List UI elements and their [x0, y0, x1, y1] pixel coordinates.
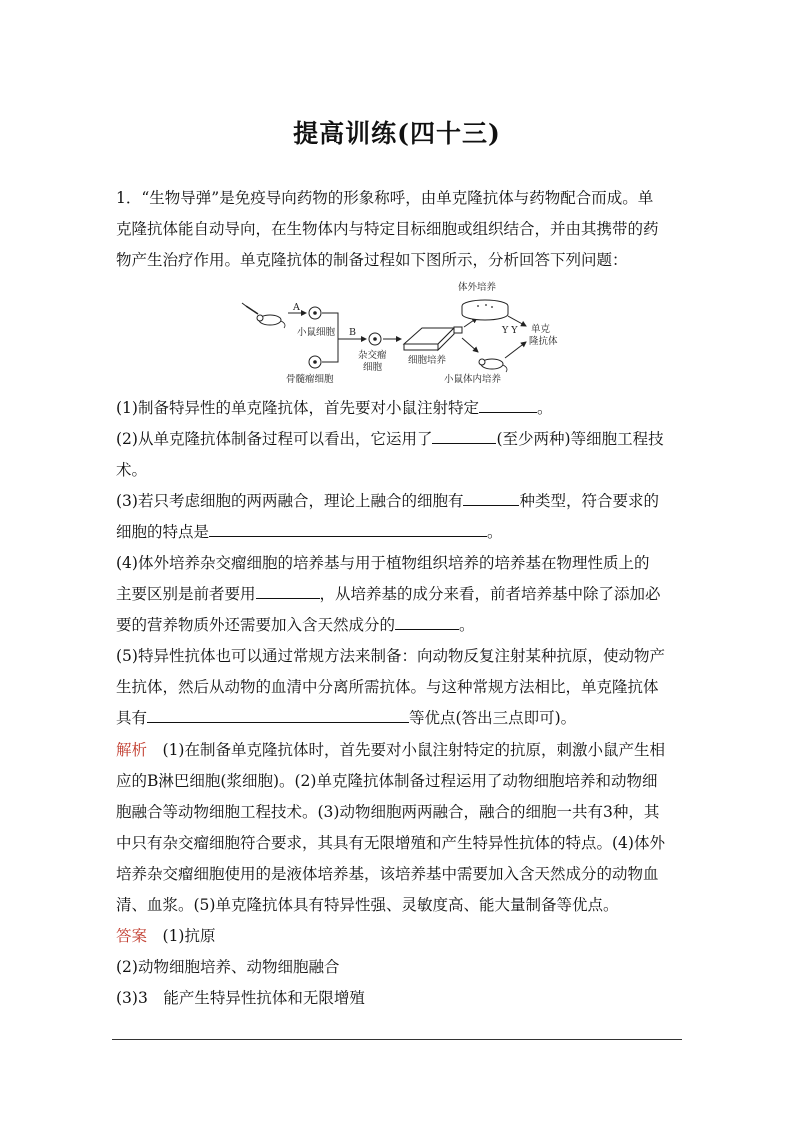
cell-culture-label: 细胞培养	[408, 355, 447, 366]
antibody-label: 单克	[531, 324, 551, 335]
q4-text: 。	[459, 616, 475, 634]
intro-line: 克隆抗体能自动导向，在生物体内与特定目标细胞或组织结合，并由其携带的药	[116, 220, 659, 238]
analysis-line: 应的B淋巴细胞(浆细胞)。(2)单克隆抗体制备过程运用了动物细胞培养和动物细	[116, 772, 658, 790]
analysis-label: 解析	[116, 741, 148, 759]
culture-flask-icon	[404, 327, 462, 350]
q4-text: 主要区别是前者要用	[116, 585, 256, 603]
q3-text: 。	[487, 523, 503, 541]
q5-text: 等优点(答出三点即可)。	[409, 709, 577, 727]
question-intro	[116, 183, 682, 276]
answer-blank[interactable]	[256, 582, 320, 599]
analysis-line: 清、血浆。(5)单克隆抗体具有特异性强、灵敏度高、能大量制备等优点。	[116, 896, 619, 914]
q4-line	[116, 579, 682, 610]
q2-text: (至少两种)等细胞工程技	[496, 430, 664, 448]
antibody-label: 隆抗体	[529, 336, 558, 347]
answer-section	[116, 921, 682, 1014]
in-vivo-label: 小鼠体内培养	[444, 374, 502, 385]
syringe-icon	[242, 303, 258, 314]
cell-icon	[309, 307, 321, 319]
q2-line: 术。	[116, 461, 148, 479]
q3-text: 细胞的特点是	[116, 523, 210, 541]
answer-blank[interactable]	[463, 489, 519, 506]
q5-line: (5)特异性抗体也可以通过常规方法来制备：向动物反复注射某种抗原，使动物产	[116, 647, 665, 665]
in-vitro-label: 体外培养	[458, 282, 497, 293]
q5-text: 具有	[116, 709, 148, 727]
analysis-line: 胞融合等动物细胞工程技术。(3)动物细胞两两融合，融合的细胞一共有3种，其	[116, 803, 660, 821]
q3-text: 种类型，符合要求的	[519, 492, 659, 510]
q2-text: (2)从单克隆抗体制备过程可以看出，它运用了	[116, 430, 433, 448]
mouse-cell-label: 小鼠细胞	[297, 327, 336, 338]
intro-line: 1．“生物导弹”是免疫导向药物的形象称呼，由单克隆抗体与药物配合而成。单	[116, 189, 654, 207]
q3-text: (3)若只考虑细胞的两两融合，理论上融合的细胞有	[116, 492, 464, 510]
page-title: 提高训练(四十三)	[293, 119, 501, 148]
q5-line	[116, 703, 682, 734]
q4-line	[116, 610, 682, 641]
answer-line: (2)动物细胞培养、动物细胞融合	[116, 958, 340, 976]
answer-blank[interactable]	[209, 520, 487, 537]
q5-line: 生抗体，然后从动物的血清中分离所需抗体。与这种常规方法相比，单克隆抗体	[116, 678, 659, 696]
answer-blank[interactable]	[432, 427, 496, 444]
answer-line: (1)抗原	[147, 927, 216, 945]
analysis-line: (1)在制备单克隆抗体时，首先要对小鼠注射特定的抗原，刺激小鼠产生相	[147, 741, 665, 759]
answer-label: 答案	[116, 927, 148, 945]
arrow-label-a: A	[293, 302, 300, 313]
q4-text: 要的营养物质外还需要加入含天然成分的	[116, 616, 396, 634]
q1-text: 。	[536, 399, 553, 417]
monoclonal-antibody-diagram	[240, 280, 570, 388]
q3-line	[116, 486, 682, 517]
analysis-line: 中只有杂交瘤细胞符合要求，其具有无限增殖和产生特异性抗体的特点。(4)体外	[116, 834, 665, 852]
antibody-icon: Y Y	[502, 325, 518, 336]
q4-text: ，从培养基的成分来看，前者培养基中除了添加必	[319, 585, 661, 603]
mouse-icon	[257, 315, 285, 328]
answer-blank[interactable]	[479, 396, 537, 413]
q3-line	[116, 517, 682, 548]
myeloma-cell-label: 骨髓瘤细胞	[286, 374, 334, 385]
hybrid-cell-label: 细胞	[363, 362, 383, 373]
q1-line	[116, 393, 682, 424]
answer-blank[interactable]	[147, 706, 409, 723]
analysis-line: 培养杂交瘤细胞使用的是液体培养基，该培养基中需要加入含天然成分的动物血	[116, 865, 659, 883]
cell-icon	[309, 356, 321, 368]
q4-line: (4)体外培养杂交瘤细胞的培养基与用于植物组织培养的培养基在物理性质上的	[116, 554, 650, 572]
page-divider	[112, 1039, 682, 1040]
cell-icon	[369, 333, 381, 345]
analysis-section	[116, 735, 682, 921]
q2-line	[116, 424, 682, 455]
question-items	[116, 393, 682, 734]
intro-line: 物产生治疗作用。单克隆抗体的制备过程如下图所示，分析回答下列问题：	[116, 251, 628, 269]
hybrid-cell-label: 杂交瘤	[358, 350, 387, 361]
answer-blank[interactable]	[395, 613, 459, 630]
mouse-icon	[479, 359, 507, 372]
arrow-label-b: B	[349, 327, 356, 338]
q1-text: (1)制备特异性的单克隆抗体，首先要对小鼠注射特定	[116, 399, 479, 417]
petri-dish-icon	[462, 300, 508, 320]
answer-line: (3)3 能产生特异性抗体和无限增殖	[116, 989, 365, 1007]
